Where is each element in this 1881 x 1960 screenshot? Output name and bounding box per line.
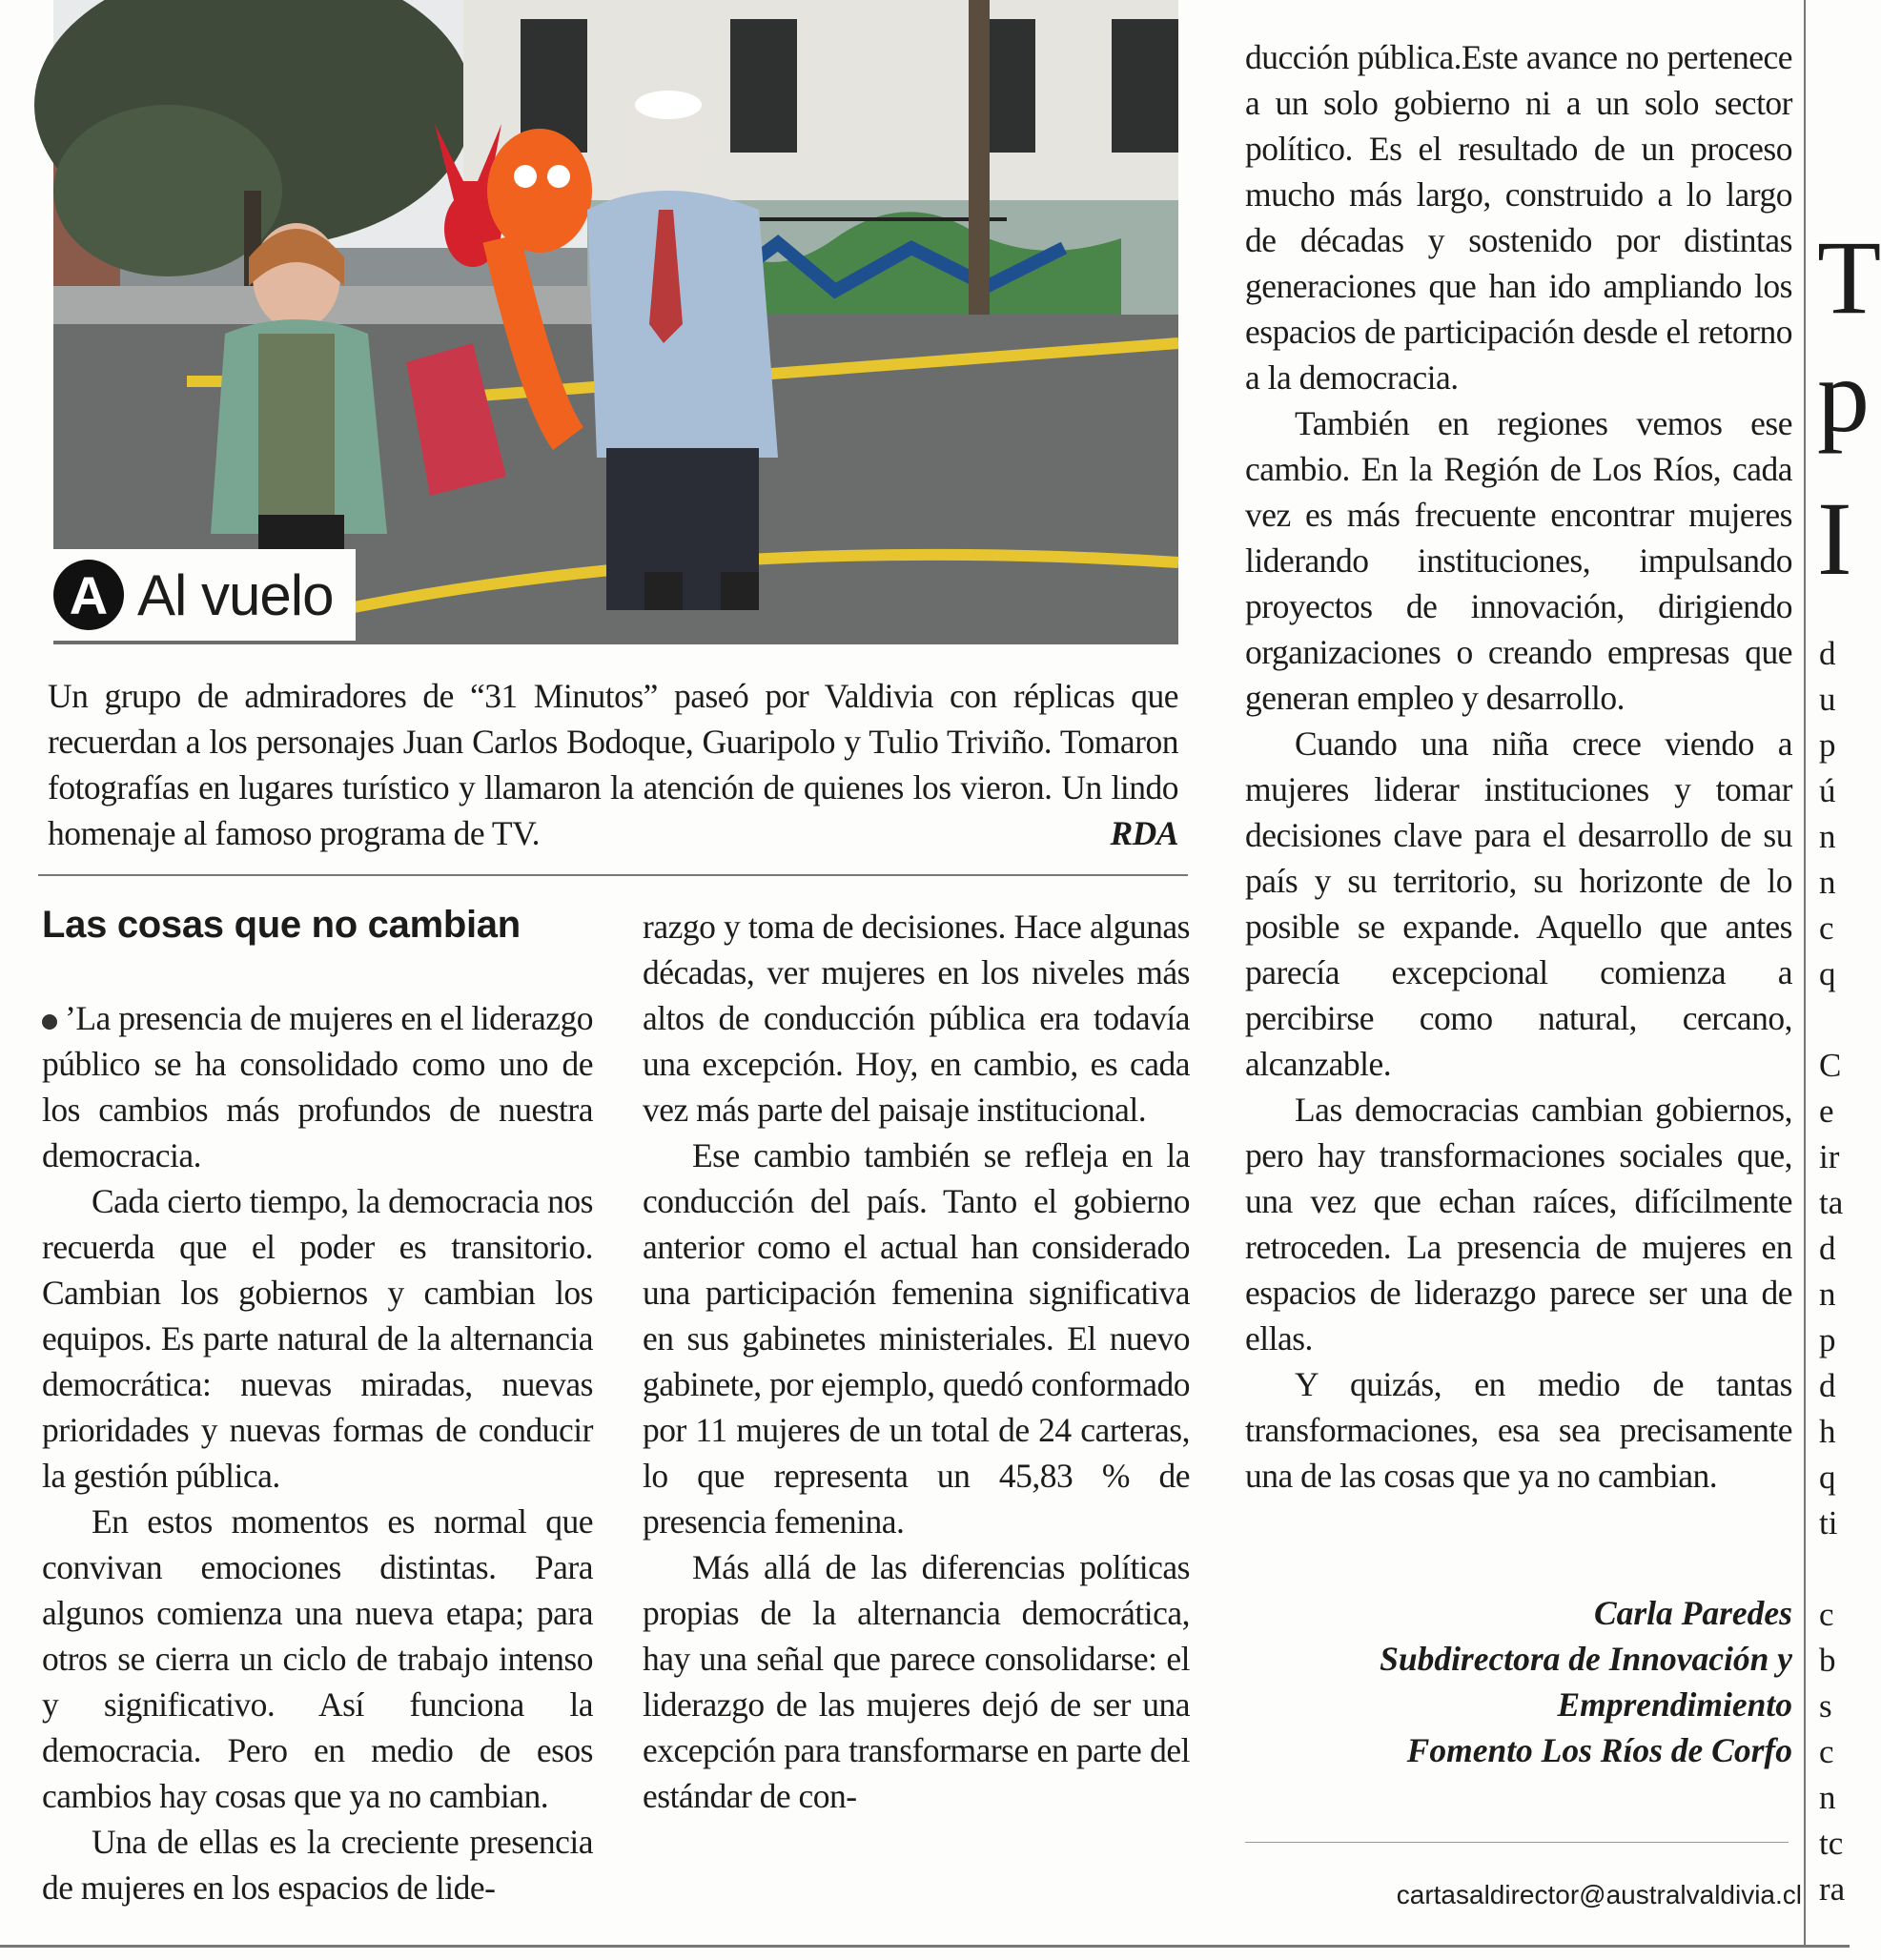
caption-divider [38, 874, 1188, 876]
article-column-3 [1245, 34, 1792, 1499]
article-column-1 [42, 995, 593, 1910]
paragraph: ’La presencia de mujeres en el liderazgo público se ha consolidado como uno de los cambios más profundos de nuestra democracia. [42, 999, 593, 1174]
adjacent-article-strip [1817, 0, 1881, 1945]
author-name: Carla Paredes [1593, 1594, 1792, 1632]
page-bottom-rule [0, 1945, 1850, 1948]
paragraph: Ese cambio también se refleja en la conducción del país. Tanto el gobierno anterior como el actual han considerado una participación femenina significativa en sus gabinetes ministeriales. El nuevo gabinete, por ejemplo, quedó conformado por 11 mujeres de un total de 24 carteras, lo que representa un 45,83 % de presencia femenina. [643, 1136, 1190, 1541]
author-role-line-1: Subdirectora de Innovación y [1380, 1640, 1792, 1678]
paragraph: Cuando una niña crece viendo a mujeres liderar instituciones y tomar decisiones clave para el desarrollo de su país y su territorio, su horizonte de lo posible se expande. Aquello que antes parecía excepcional comienza a percibirse como natural, cercano, alcanzable. [1245, 725, 1792, 1083]
adjacent-letter-column: d u p ú n n c q C e ir ta d n p d h q ti c b s c n tc ra [1819, 635, 1846, 1908]
news-photo [53, 0, 1178, 644]
bullet-icon [42, 1014, 57, 1030]
adjacent-big-letter: I [1817, 480, 1852, 597]
author-organization: Fomento Los Ríos de Corfo [1406, 1731, 1792, 1769]
article-headline: Las cosas que no cambian [42, 904, 521, 946]
paragraph: Y quizás, en medio de tantas transformaciones, esa sea precisamente una de las cosas que ya no cambian. [1245, 1365, 1792, 1495]
paragraph: Las democracias cambian gobiernos, pero hay transformaciones sociales que, una vez que echan raíces, difícilmente retroceden. La presencia de mujeres en espacios de liderazgo parece ser una de ellas. [1245, 1091, 1792, 1358]
author-role-line-2: Emprendimiento [1557, 1685, 1792, 1724]
paragraph: razgo y toma de decisiones. Hace algunas décadas, ver mujeres en los niveles más altos de conducción pública era todavía una excepción. Hoy, en cambio, es cada vez más parte del paisaje institucional. [643, 908, 1190, 1129]
adjacent-big-letter: p [1817, 337, 1870, 454]
section-label [53, 549, 356, 641]
street-scene-illustration [53, 0, 1178, 644]
paragraph: También en regiones vemos ese cambio. En la Región de Los Ríos, cada vez es más frecuente encontrar mujeres liderando instituciones, impulsando proyectos de innovación, dirigiendo organizaciones o creando empresas que generan empleo y desarrollo. [1245, 404, 1792, 717]
photo-caption [48, 673, 1178, 856]
section-title: Al vuelo [137, 562, 334, 627]
author-signature [1245, 1590, 1792, 1773]
paragraph: En estos momentos es normal que convivan emociones distintas. Para algunos comienza una nueva etapa; para otros se cierra un ciclo de trabajo intenso y significativo. Así funciona la democracia. Pero en medio de esos cambios hay cosas que ya no cambian. [42, 1502, 593, 1815]
paragraph: Más allá de las diferencias políticas propias de la alternancia democrática, hay una señal que parece consolidarse: el liderazgo de las mujeres dejó de ser una excepción para transformarse en parte del estándar de con- [643, 1548, 1190, 1815]
paragraph: Una de ellas es la creciente presencia de mujeres en los espacios de lide- [42, 1823, 593, 1907]
signature-divider [1245, 1842, 1789, 1843]
paragraph: Cada cierto tiempo, la democracia nos recuerda que el poder es transitorio. Cambian los gobiernos y cambian los equipos. Es parte natural de la alternancia democrática: nuevas miradas, nuevas prioridades y nuevas formas de conducir la gestión pública. [42, 1182, 593, 1495]
article-column-2 [643, 904, 1190, 1819]
caption-text: Un grupo de admiradores de “31 Minutos” paseó por Valdivia con réplicas que recuerdan a los personajes Juan Carlos Bodoque, Guaripolo y Tulio Triviño. Tomaron fotografías en lugares turístico y llamaron la atención de quienes los vieron. Un lindo homenaje al famoso programa de TV. [48, 677, 1178, 852]
section-badge: A [53, 560, 124, 630]
paragraph: ducción pública.Este avance no pertenece a un solo gobierno ni a un solo sector político. Es el resultado de un proceso mucho más largo, construido a lo largo de décadas y sostenido por distintas generaciones que han ido ampliando los espacios de participación desde el retorno a la democracia. [1245, 38, 1792, 397]
contact-email[interactable]: cartasaldirector@australvaldivia.cl [1396, 1880, 1802, 1909]
adjacent-big-letter: T [1817, 219, 1881, 336]
photo-credit: RDA [1110, 814, 1178, 852]
page-column-divider [1804, 0, 1806, 1945]
